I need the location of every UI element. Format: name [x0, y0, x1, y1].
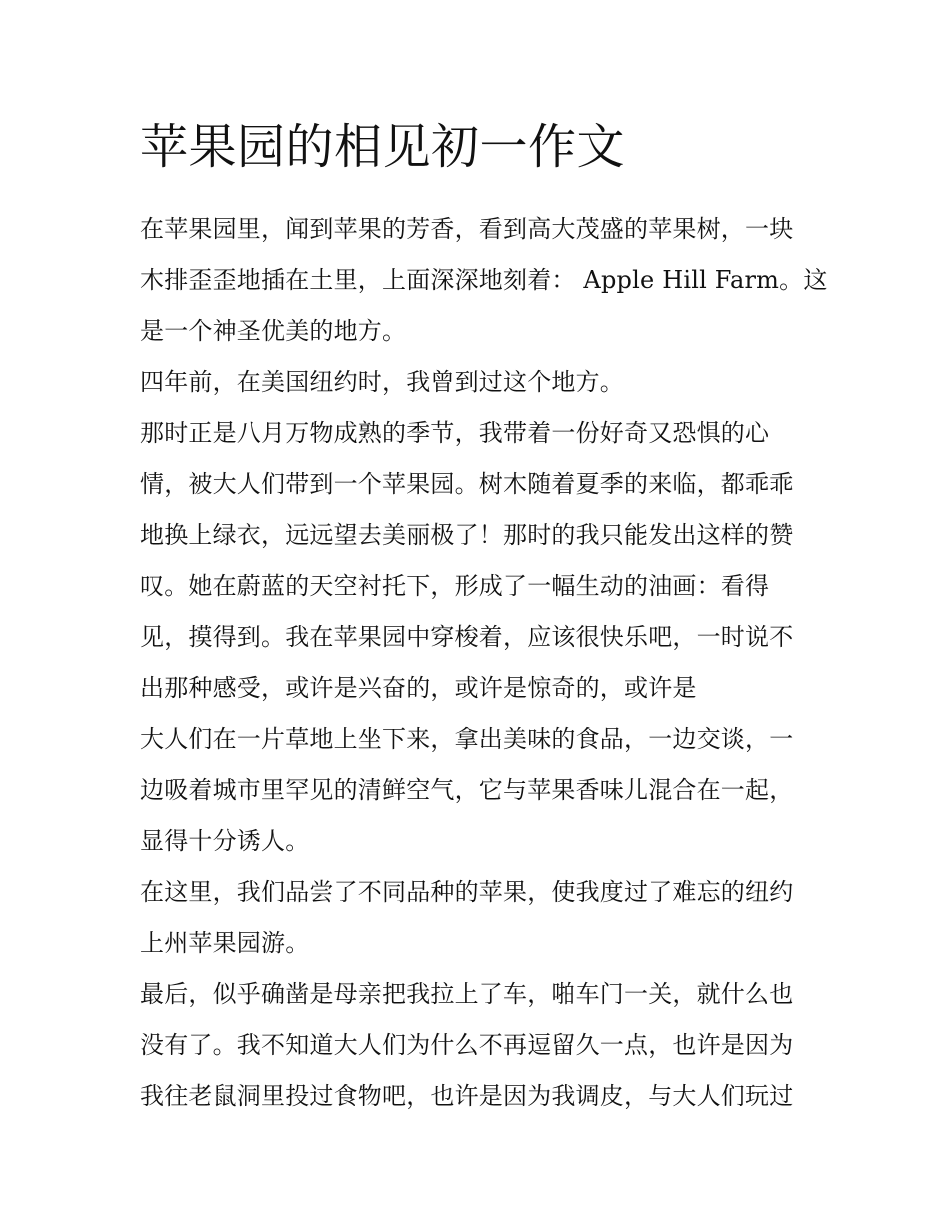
- paragraph-2: [140, 357, 820, 408]
- text-line: 木排歪歪地插在土里，上面深深地刻着： Apple Hill Farm。这: [140, 266, 828, 294]
- text-line: 我往老鼠洞里投过食物吧，也许是因为我调皮，与大人们玩过: [140, 1082, 794, 1110]
- document-page: [140, 112, 828, 1122]
- text-line: 在这里，我们品尝了不同品种的苹果，使我度过了难忘的纽约: [140, 878, 794, 906]
- text-line: 出那种感受，或许是兴奋的，或许是惊奇的，或许是: [140, 674, 697, 702]
- paragraph-1: [140, 204, 828, 357]
- paragraph-6: [140, 969, 820, 1122]
- text-line: 大人们在一片草地上坐下来，拿出美味的食品，一边交谈，一: [140, 725, 794, 753]
- text-line: 没有了。我不知道大人们为什么不再逗留久一点，也许是因为: [140, 1031, 794, 1059]
- text-line: 上州苹果园游。: [140, 929, 310, 957]
- text-line: 情，被大人们带到一个苹果园。树木随着夏季的来临，都乖乖: [140, 470, 794, 498]
- text-line: 在苹果园里，闻到苹果的芳香，看到高大茂盛的苹果树，一块: [140, 215, 794, 243]
- text-line: 那时正是八月万物成熟的季节，我带着一份好奇又恐惧的心: [140, 419, 770, 447]
- text-line: 见，摸得到。我在苹果园中穿梭着，应该很快乐吧，一时说不: [140, 623, 794, 651]
- paragraph-4: [140, 714, 820, 867]
- text-line: 叹。她在蔚蓝的天空衬托下，形成了一幅生动的油画：看得: [140, 572, 770, 600]
- text-line: 边吸着城市里罕见的清鲜空气，它与苹果香味儿混合在一起，: [140, 776, 794, 804]
- text-line: 是一个神圣优美的地方。: [140, 317, 407, 345]
- paragraph-3: [140, 408, 820, 714]
- text-line: 最后，似乎确凿是母亲把我拉上了车，啪车门一关，就什么也: [140, 980, 794, 1008]
- text-line: 四年前，在美国纽约时，我曾到过这个地方。: [140, 368, 624, 396]
- text-line: 显得十分诱人。: [140, 827, 310, 855]
- page-title: 苹果园的相见初一作文: [140, 119, 626, 175]
- paragraph-5: [140, 867, 820, 969]
- text-line: 地换上绿衣，远远望去美丽极了！那时的我只能发出这样的赞: [140, 521, 794, 549]
